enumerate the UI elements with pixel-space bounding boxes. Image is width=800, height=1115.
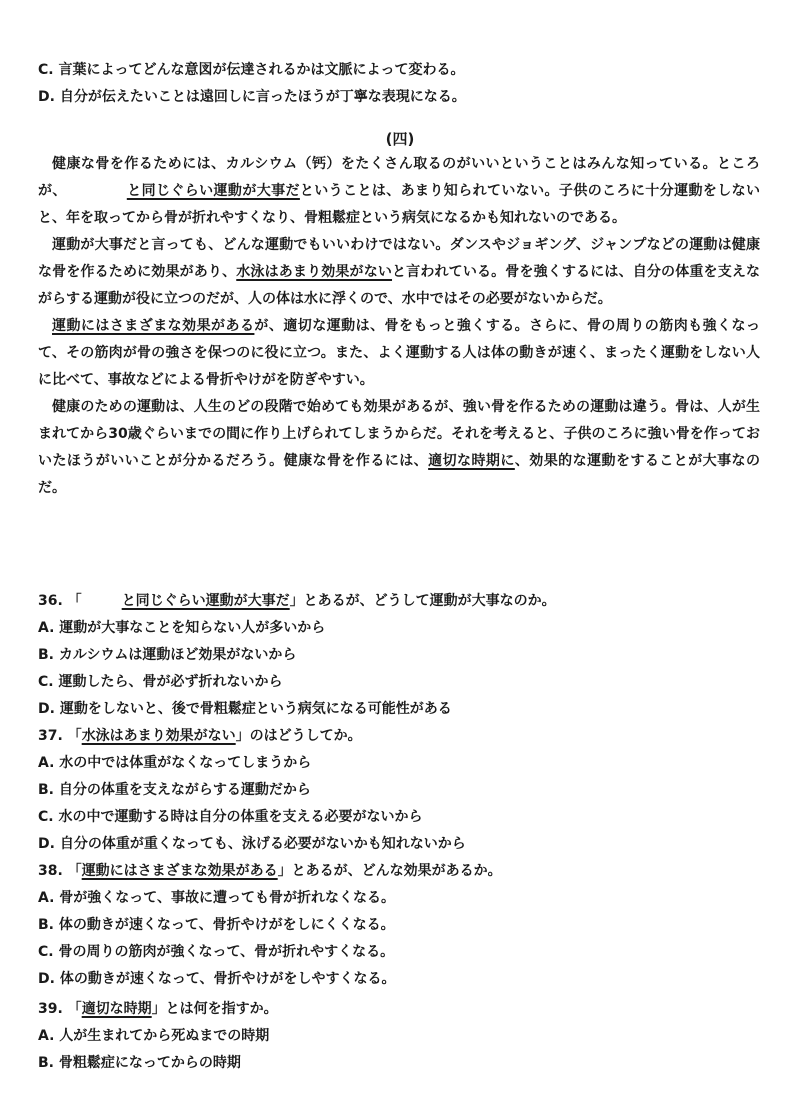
section-title: (四) xyxy=(385,130,415,148)
reading-passage xyxy=(38,151,760,502)
q36-pre: 36. 「 xyxy=(38,593,82,609)
q39-pre: 39. 「 xyxy=(38,1001,82,1017)
q38-post: 」とあるが、どんな効果があるか。 xyxy=(277,863,502,879)
p4-text-b: 、効果的な運動をすることが大事なのだ。 xyxy=(38,453,761,496)
p3-underlined: 運動にはさまざまな効果がある xyxy=(52,318,255,334)
question-36 xyxy=(38,592,556,610)
p4-underlined: 適切な時期に xyxy=(428,453,515,469)
q38-option-a: A. 骨が強くなって、事故に遭っても骨が折れなくなる。 xyxy=(38,890,396,906)
paragraph-2 xyxy=(38,232,760,313)
p1-text-a: 健康な骨を作るためには、カルシウム（钙）をたくさん取るのがいいということはみんな知っている。ところが、 xyxy=(38,156,760,199)
q38-pre: 38. 「 xyxy=(38,863,82,879)
q36-option-c: C. 運動したら、骨が必ず折れないから xyxy=(38,674,283,690)
q37-post: 」のはどうしてか。 xyxy=(235,728,362,744)
q38-underlined: 運動にはさまざまな効果がある xyxy=(81,863,278,879)
q39-post: 」とは何を指すか。 xyxy=(151,1001,278,1017)
p2-text-b: と言われている。骨を強くするには、自分の体重を支えながらする運動が役に立つのだが、人の体は水に浮くので、水中ではその必要がないからだ。 xyxy=(38,264,761,307)
q36-underlined: と同じぐらい運動が大事だ xyxy=(121,593,290,609)
q37-option-a: A. 水の中では体重がなくなってしまうから xyxy=(38,755,312,771)
q36-option-a: A. 運動が大事なことを知らない人が多いから xyxy=(38,620,326,636)
question-38 xyxy=(38,862,502,880)
q39-underlined: 適切な時期 xyxy=(81,1001,152,1017)
p1-text-b: ということは、あまり知られていない。子供のころに十分運動をしないと、年を取ってから骨が折れやすくなり、骨粗鬆症という病気になるかも知れないのである。 xyxy=(38,183,761,226)
q37-pre: 37. 「 xyxy=(38,728,82,744)
q38-option-c: C. 骨の周りの筋肉が強くなって、骨が折れやすくなる。 xyxy=(38,944,395,960)
paragraph-4 xyxy=(38,394,760,502)
q38-option-b: B. 体の動きが速くなって、骨折やけがをしにくくなる。 xyxy=(38,917,395,933)
p2-text-a: 運動が大事だと言っても、どんな運動でもいいわけではない。ダンスやジョギング、ジャンプなどの運動は健康な骨を作るために効果があり、 xyxy=(38,237,760,280)
q36-option-d: D. 運動をしないと、後で骨粗鬆症という病気になる可能性がある xyxy=(38,701,452,717)
q37-option-c: C. 水の中で運動する時は自分の体重を支える必要がないから xyxy=(38,809,423,825)
q39-option-a: A. 人が生まれてから死ぬまでの時期 xyxy=(38,1028,270,1044)
question-39 xyxy=(38,1000,278,1018)
q36-post: 」とあるが、どうして運動が大事なのか。 xyxy=(289,593,556,609)
q37-option-b: B. 自分の体重を支えながらする運動だから xyxy=(38,782,311,798)
q39-option-b: B. 骨粗鬆症になってからの時期 xyxy=(38,1055,241,1071)
q37-underlined: 水泳はあまり効果がない xyxy=(81,728,236,744)
p2-underlined: 水泳はあまり効果がない xyxy=(236,264,393,280)
q37-option-d: D. 自分の体重が重くなっても、泳げる必要がないかも知れないから xyxy=(38,836,466,852)
p3-text-b: が、適切な運動は、骨をもっと強くする。さらに、骨の周りの筋肉も強くなって、その筋肉が骨の強さを保つのに役に立つ。また、よく運動する人は体の動きが速く、まったく運動をしない人に比べて、事故などによる骨折やけがを防ぎやすい。 xyxy=(38,318,761,388)
paragraph-3 xyxy=(38,313,760,394)
q36-option-b: B. カルシウムは運動ほど効果がないから xyxy=(38,647,297,663)
q38-option-d: D. 体の動きが速くなって、骨折やけがをしやすくなる。 xyxy=(38,971,396,987)
paragraph-1 xyxy=(38,151,760,232)
option-c-prev: C. 言葉によってどんな意図が伝達されるかは文脈によって変わる。 xyxy=(38,62,465,78)
p1-underlined: と同じぐらい運動が大事だ xyxy=(126,183,300,199)
p4-text-a: 健康のための運動は、人生のどの段階で始めても効果があるが、強い骨を作るための運動は違う。骨は、人が生まれてから30歳ぐらいまでの間に作り上げられてしまうからだ。それを考えると、子供のころに強い骨を作っておいたほうがいいことが分かるだろう。健康な骨を作るには、 xyxy=(38,399,760,469)
question-37 xyxy=(38,727,362,745)
option-d-prev: D. 自分が伝えたいことは遠回しに言ったほうが丁寧な表現になる。 xyxy=(38,89,466,105)
